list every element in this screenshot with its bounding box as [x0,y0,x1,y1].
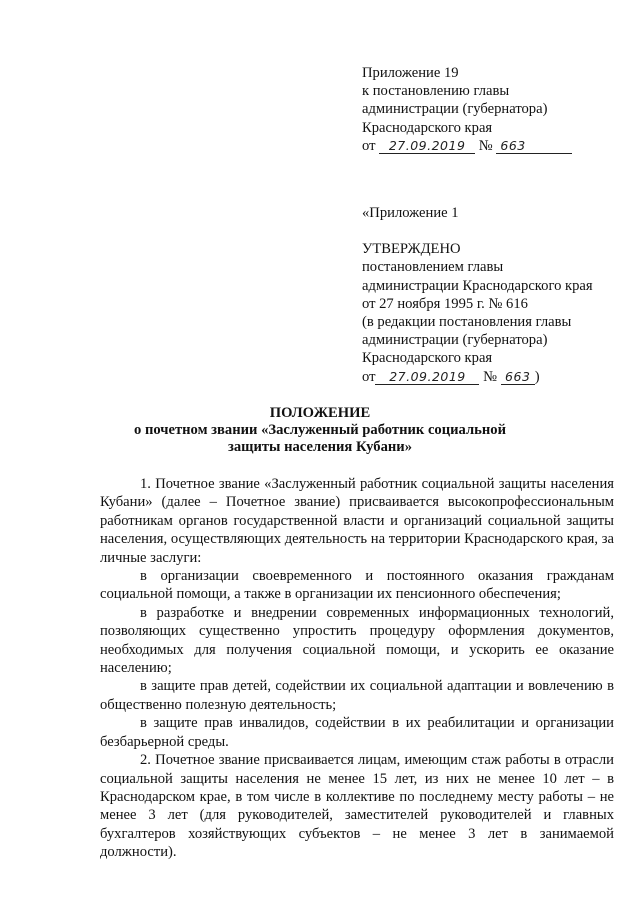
handwritten-date: 27.09.2019 [379,139,475,154]
appendix-resolution-line: к постановлению главы [362,83,510,100]
paragraph-1: 1. Почетное звание «Заслуженный работник социальной защиты населения Кубани» (далее – Почетное звание) присваивается высокопрофессиональным работникам органов государственной власти и организаций социальной защиты населения, осуществляющих деятельность на территории Краснодарского края, за личные заслуги: [100,476,614,566]
approved-heading: УТВЕРЖДЕНО [362,241,461,258]
paragraph-2: в организации своевременного и постоянного оказания гражданам социальной помощи, а также в организации их пенсионного обеспечения; [100,568,614,603]
handwritten-number: 663 [496,139,572,154]
paragraph-6: 2. Почетное звание присваивается лицам, имеющим стаж работы в отрасли социальной защиты населения не менее 15 лет, из них не менее 10 лет – в Краснодарском крае, в том числе в коллективе по последнему месту работы – не менее 3 лет (для руководителей, заместителей руководителей и главных бухгалтеров хозяйствующих субъектов – не менее 3 лет в занимаемой должности). [100,752,614,861]
date-prefix: от [362,137,376,154]
document-title [0,405,640,456]
paragraph-3: в разработке и внедрении современных информационных технологий, позволяющих существенно упростить процедуру оформления документов, необходимых для получения социальной помощи, и ускорить ее оказание населению; [100,604,614,677]
edition-line: (в редакции постановления главы [362,314,572,331]
date-prefix: от [362,368,376,385]
prior-appendix-title: «Приложение 1 [362,205,459,221]
paragraph-4: в защите прав детей, содействии их социальной адаптации и вовлечению в общественно полезную деятельность; [100,678,614,713]
document-body [100,475,614,862]
approved-authority-line: администрации Краснодарского края [362,277,593,294]
closing-parenthesis: ) [534,368,540,385]
title-main: ПОЛОЖЕНИЕ [269,405,371,421]
prior-appendix-block [362,204,593,386]
number-prefix: № [483,368,498,385]
appendix-number: Приложение 19 [362,65,459,81]
title-subtitle-line1: о почетном звании «Заслуженный работник социальной [134,422,506,438]
appendix-authority-line: администрации (губернатора) [362,101,548,118]
edition-region-line: Краснодарского края [362,350,493,367]
handwritten-date: 27.09.2019 [375,370,479,385]
appendix-header [362,64,572,155]
appendix-region-line: Краснодарского края [362,119,493,136]
approved-resolution-line: постановлением главы [362,259,504,276]
approved-date-line: от 27 ноября 1995 г. № 616 [362,295,528,312]
number-prefix: № [478,137,493,154]
edition-date-line [362,368,593,386]
handwritten-number: 663 [501,370,535,385]
appendix-date-line [362,137,572,155]
title-subtitle-line2: защиты населения Кубани» [228,439,412,455]
edition-authority-line: администрации (губернатора) [362,332,548,349]
paragraph-5: в защите прав инвалидов, содействии в их реабилитации и организации безбарьерной среды. [100,715,614,750]
